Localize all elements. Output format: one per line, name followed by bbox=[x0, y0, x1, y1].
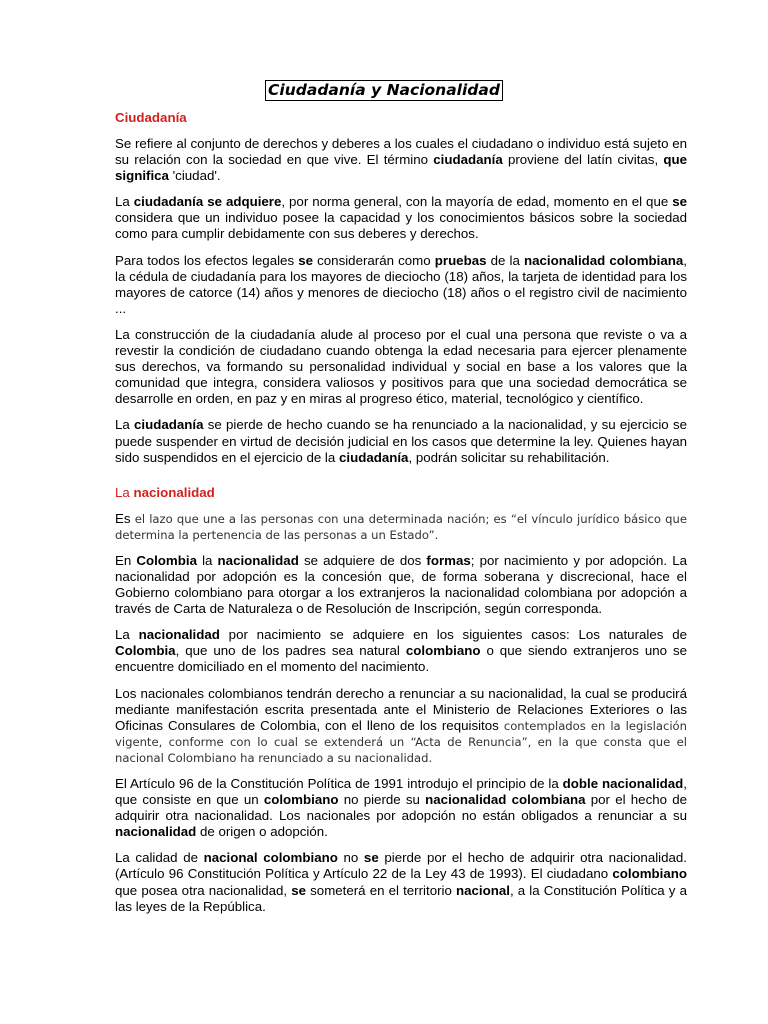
paragraph: En Colombia la nacionalidad se adquiere de dos formas; por nacimiento y por adopción. La nacionalidad por adopción es la concesión que, de forma soberana y discrecional, hace el Gobierno colombiano para otorgar a los extranjeros la nacionalidad colombiana por adopción a través de Carta de Naturaleza o de Resolución de Inscripción, según corresponda. bbox=[115, 552, 687, 617]
paragraph: Los nacionales colombianos tendrán derecho a renunciar a su nacionalidad, la cual se producirá mediante manifestación escrita presentada ante el Ministerio de Relaciones Exteriores o las Oficinas Consulares de Colombia, con el lleno de los requisitos contemplados en la legislación vigente, conforme con lo cual se extenderá un “Acta de Renuncia”, en la que consta que el nacional Colombiano ha renunciado a su nacionalidad. bbox=[115, 685, 687, 765]
paragraph: La ciudadanía se pierde de hecho cuando se ha renunciado a la nacionalidad, y su ejercicio se puede suspender en virtud de decisión judicial en los casos que determine la ley. Quienes hayan sido suspendidos en el ejercicio de la ciudadanía, podrán solicitar su rehabilitación. bbox=[115, 417, 687, 465]
document-content bbox=[115, 109, 687, 925]
title-wrap bbox=[0, 80, 768, 101]
paragraph: Es el lazo que une a las personas con una determinada nación; es “el vínculo jurídico básico que determina la pertenencia de las personas a un Estado”. bbox=[115, 510, 687, 542]
paragraph: Se refiere al conjunto de derechos y deberes a los cuales el ciudadano o individuo está sujeto en su relación con la sociedad en que vive. El término ciudadanía proviene del latín civitas, que significa 'ciudad'. bbox=[115, 136, 687, 184]
section-heading-nacionalidad: La nacionalidad bbox=[115, 484, 215, 500]
paragraph: La calidad de nacional colombiano no se pierde por el hecho de adquirir otra nacionalidad. (Artículo 96 Constitución Política y Artículo 22 de la Ley 43 de 1993). El ciudadano colombiano que posea otra nacionalidad, se someterá en el territorio nacional, a la Constitución Política y a las leyes de la República. bbox=[115, 850, 687, 914]
paragraph: La construcción de la ciudadanía alude al proceso por el cual una persona que reviste o va a revestir la condición de ciudadano cuando obtenga la edad necesaria para ejercer plenamente sus derechos, va formando su personalidad individual y social en base a los valores que la comunidad que integra, considera valiosos y positivos para que una sociedad democrática se desarrolle en orden, en paz y en miras al progreso ético, material, tecnológico y científico. bbox=[115, 326, 687, 407]
paragraph: La nacionalidad por nacimiento se adquiere en los siguientes casos: Los naturales de Colombia, que uno de los padres sea natural colombiano o que siendo extranjeros uno se encuentre domiciliado en el momento del nacimiento. bbox=[115, 627, 687, 675]
document-title: Ciudadanía y Nacionalidad bbox=[265, 80, 503, 101]
paragraph: La ciudadanía se adquiere, por norma general, con la mayoría de edad, momento en el que se considera que un individuo posee la capacidad y los conocimientos básicos sobre la sociedad como para cumplir debidamente con sus deberes y derechos. bbox=[115, 194, 687, 242]
paragraph: Para todos los efectos legales se considerarán como pruebas de la nacionalidad colombiana, la cédula de ciudadanía para los mayores de dieciocho (18) años, la tarjeta de identidad para los mayores de catorce (14) años y menores de dieciocho (18) años o el registro civil de nacimiento ... bbox=[115, 252, 687, 316]
paragraph: El Artículo 96 de la Constitución Política de 1991 introdujo el principio de la doble nacionalidad, que consiste en que un colombiano no pierde su nacionalidad colombiana por el hecho de adquirir otra nacionalidad. Los nacionales por adopción no están obligados a renunciar a su nacionalidad de origen o adopción. bbox=[115, 776, 688, 840]
section-heading-ciudadania: Ciudadanía bbox=[115, 110, 187, 125]
spacer bbox=[115, 476, 687, 484]
